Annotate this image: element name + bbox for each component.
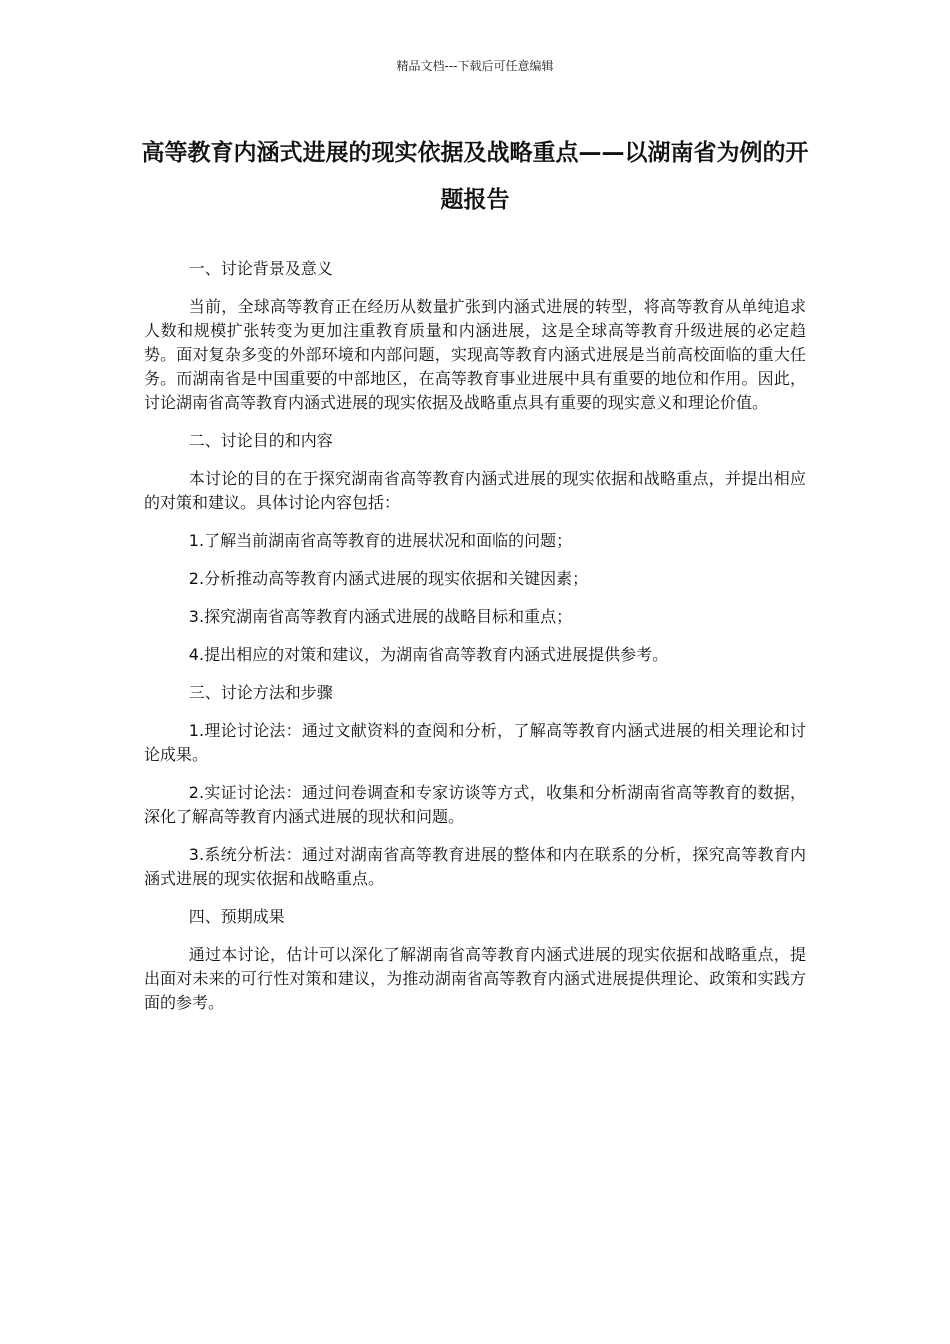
list-item-method-3: 3.系统分析法：通过对湖南省高等教育进展的整体和内在联系的分析，探究高等教育内涵式进展的现实依据和战略重点。 (144, 845, 806, 888)
list-item-purpose-3: 3.探究湖南省高等教育内涵式进展的战略目标和重点； (188, 607, 573, 626)
list-item-method-2: 2.实证讨论法：通过问卷调查和专家访谈等方式，收集和分析湖南省高等教育的数据，深化了解高等教育内涵式进展的现状和问题。 (144, 783, 806, 826)
header-note: 精品文档---下载后可任意编辑 (396, 59, 554, 73)
list-item-purpose-1: 1.了解当前湖南省高等教育的进展状况和面临的问题； (188, 531, 573, 550)
document-body (144, 257, 806, 1029)
paragraph-outcomes: 通过本讨论，估计可以深化了解湖南省高等教育内涵式进展的现实依据和战略重点，提出面对未来的可行性对策和建议，为推动湖南省高等教育内涵式进展提供理论、政策和实践方面的参考。 (144, 945, 806, 1012)
section-heading-purpose: 二、讨论目的和内容 (188, 431, 333, 450)
list-item-method-1: 1.理论讨论法：通过文献资料的查阅和分析，了解高等教育内涵式进展的相关理论和讨论成果。 (144, 721, 806, 764)
section-heading-outcomes: 四、预期成果 (188, 907, 285, 926)
list-item-purpose-2: 2.分析推动高等教育内涵式进展的现实依据和关键因素； (188, 569, 589, 588)
paragraph-background: 当前，全球高等教育正在经历从数量扩张到内涵式进展的转型，将高等教育从单纯追求人数和规模扩张转变为更加注重教育质量和内涵进展，这是全球高等教育升级进展的必定趋势。面对复杂多变的外部环境和内部问题，实现高等教育内涵式进展是当前高校面临的重大任务。而湖南省是中国重要的中部地区，在高等教育事业进展中具有重要的地位和作用。因此，讨论湖南省高等教育内涵式进展的现实依据及战略重点具有重要的现实意义和理论价值。 (144, 297, 806, 412)
paragraph-purpose: 本讨论的目的在于探究湖南省高等教育内涵式进展的现实依据和战略重点，并提出相应的对策和建议。具体讨论内容包括： (144, 469, 806, 512)
document-title: 高等教育内涵式进展的现实依据及战略重点——以湖南省为例的开题报告 (141, 140, 809, 213)
section-heading-methods: 三、讨论方法和步骤 (188, 683, 333, 702)
section-heading-background: 一、讨论背景及意义 (188, 259, 333, 278)
list-item-purpose-4: 4.提出相应的对策和建议，为湖南省高等教育内涵式进展提供参考。 (188, 645, 669, 664)
